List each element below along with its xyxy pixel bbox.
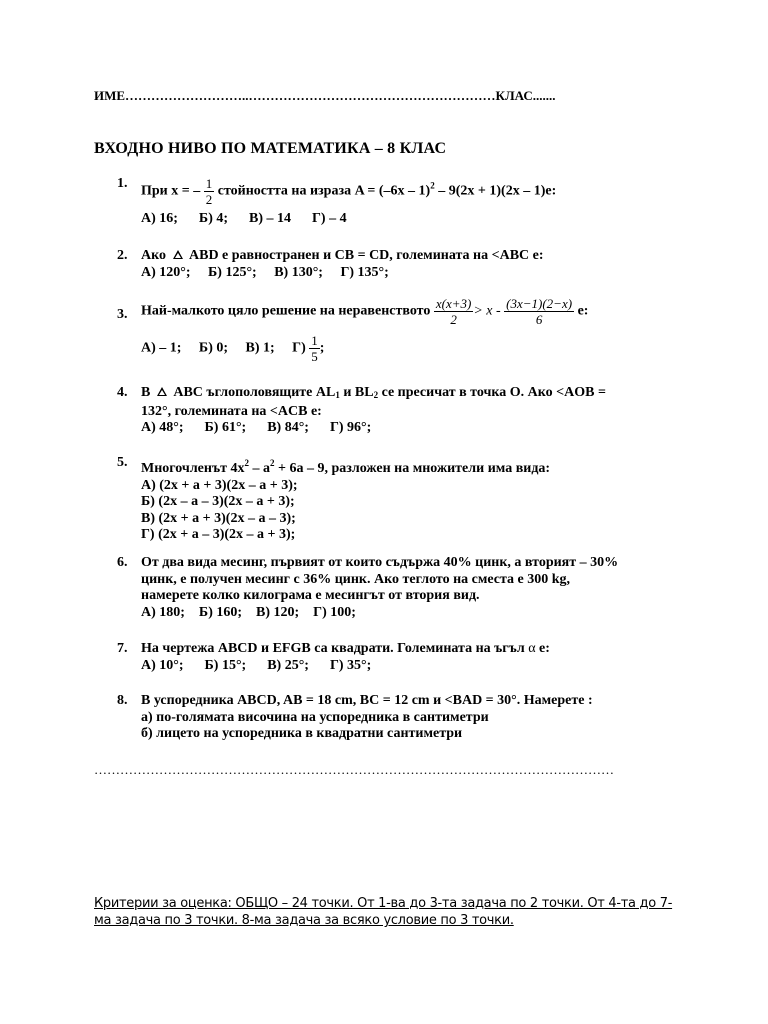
task-number: 7. xyxy=(117,641,128,656)
task-text: ABC ъглополовящите AL xyxy=(173,385,336,400)
inequality-sign: > x - xyxy=(473,303,501,319)
separator-line: ………………………………………………………………………………………………………… xyxy=(94,762,614,777)
task-text-line: 132°, големината на <ACB е: xyxy=(141,403,322,419)
task-text: – a xyxy=(252,461,270,476)
fraction xyxy=(434,296,473,327)
exponent: 2 xyxy=(430,180,435,191)
task-text: На чертежа ABCD и EFGB са квадрати. Големината на ъгъл xyxy=(141,641,525,656)
task-number: 5. xyxy=(117,455,128,470)
fraction-numerator: 1 xyxy=(205,176,213,191)
subscript: 2 xyxy=(373,390,379,400)
task-2 xyxy=(117,248,677,281)
task-text-line: а) по-голямата височина на успоредника в сантиметри xyxy=(141,709,489,725)
task-number: 2. xyxy=(117,248,128,263)
task-text-line: намерете колко килограма е месингът от втория вид. xyxy=(141,588,480,603)
task-3 xyxy=(117,296,677,364)
task-6 xyxy=(117,555,677,621)
task-text: е: xyxy=(577,303,589,319)
answer-option-c: В) (2x + a + 3)(2x – a – 3); xyxy=(141,510,296,526)
grading-criteria: Критерии за оценка: ОБЩО – 24 точки. От 1-ва до 3-та задача по 2 точки. От 4-та до 7-ма задача по 3 точки. 8-ма задача за всяко условие по 3 точки. xyxy=(94,896,673,928)
triangle-icon xyxy=(173,250,183,259)
task-number: 1. xyxy=(117,176,128,191)
answer-options: А) 16; Б) 4; В) – 14 Г) – 4 xyxy=(141,211,347,226)
task-text-line: От два вида месинг, първият от които съдържа 40% цинк, а вторият – 30% xyxy=(141,555,619,570)
fraction xyxy=(504,296,574,327)
exponent: 2 xyxy=(244,458,249,468)
fraction-numerator: x(x+3) xyxy=(435,296,472,311)
task-text: стойността на израза A = (–6x – 1) xyxy=(217,183,431,199)
task-text: ABD е равностранен и CB = CD, големината на <ABC е: xyxy=(189,248,544,263)
answer-options: А) 48°; Б) 61°; В) 84°; Г) 96°; xyxy=(141,420,372,435)
task-number: 8. xyxy=(117,693,128,708)
task-text: + 6a – 9, разложен на множители има вида: xyxy=(278,461,551,476)
answer-options xyxy=(141,333,677,364)
task-number: 4. xyxy=(117,385,128,400)
answer-option-d: Г) (2x + a – 3)(2x – a + 3); xyxy=(141,527,296,542)
task-text: – 9(2x + 1)(2x – 1)е: xyxy=(438,183,557,199)
task-text: Най-малкото цяло решение на неравенството xyxy=(141,303,431,319)
task-text: При x = – xyxy=(141,183,201,199)
answer-options-end: ; xyxy=(319,340,325,356)
answer-options: А) 180; Б) 160; В) 120; Г) 100; xyxy=(141,604,356,620)
triangle-icon xyxy=(157,387,167,396)
name-class-line: ИМЕ………………………..…………………………………………………КЛАС....... xyxy=(94,88,556,103)
fraction-denominator: 5 xyxy=(311,349,318,364)
fraction-numerator: 1 xyxy=(311,333,318,348)
answer-option-b: Б) (2x – a – 3)(2x – a + 3); xyxy=(141,494,295,509)
fraction-numerator: (3x−1)(2−x) xyxy=(506,296,573,311)
task-1 xyxy=(117,176,677,228)
fraction-denominator: 2 xyxy=(205,192,213,207)
task-8 xyxy=(117,693,677,743)
task-number: 6. xyxy=(117,555,128,570)
task-number: 3. xyxy=(117,307,128,322)
fraction xyxy=(204,176,215,207)
task-text: се пресичат в точка O. Ако <AOB = xyxy=(381,385,606,400)
answer-options: А) 10°; Б) 15°; В) 25°; Г) 35°; xyxy=(141,657,372,673)
task-text: и BL xyxy=(343,385,374,400)
task-text-line: цинк, е получен месинг с 36% цинк. Ако теглото на сместа е 300 kg, xyxy=(141,571,571,587)
task-text-line: б) лицето на успоредника в квадратни сантиметри xyxy=(141,726,463,741)
fraction-denominator: 6 xyxy=(535,312,543,327)
alpha-symbol: α xyxy=(528,641,536,656)
exponent: 2 xyxy=(270,458,275,468)
task-text-line: В успоредника ABCD, AB = 18 cm, BC = 12 cm и <BAD = 30°. Намерете : xyxy=(141,693,593,708)
subscript: 1 xyxy=(335,390,340,400)
fraction xyxy=(309,333,320,364)
fraction-denominator: 2 xyxy=(450,312,457,327)
task-text: Ако xyxy=(141,248,166,263)
task-5 xyxy=(117,455,677,544)
answer-options-text: А) – 1; Б) 0; В) 1; Г) xyxy=(141,340,306,356)
answer-options: А) 120°; Б) 125°; В) 130°; Г) 135°; xyxy=(141,264,389,280)
task-4 xyxy=(117,385,677,437)
task-7 xyxy=(117,641,677,674)
task-text: Многочленът 4x xyxy=(141,461,245,476)
task-text: В xyxy=(141,385,151,400)
page-title: ВХОДНО НИВО ПО МАТЕМАТИКА – 8 КЛАС xyxy=(94,140,447,157)
task-text: е: xyxy=(539,641,550,656)
answer-option-a: А) (2x + a + 3)(2x – a + 3); xyxy=(141,477,298,493)
